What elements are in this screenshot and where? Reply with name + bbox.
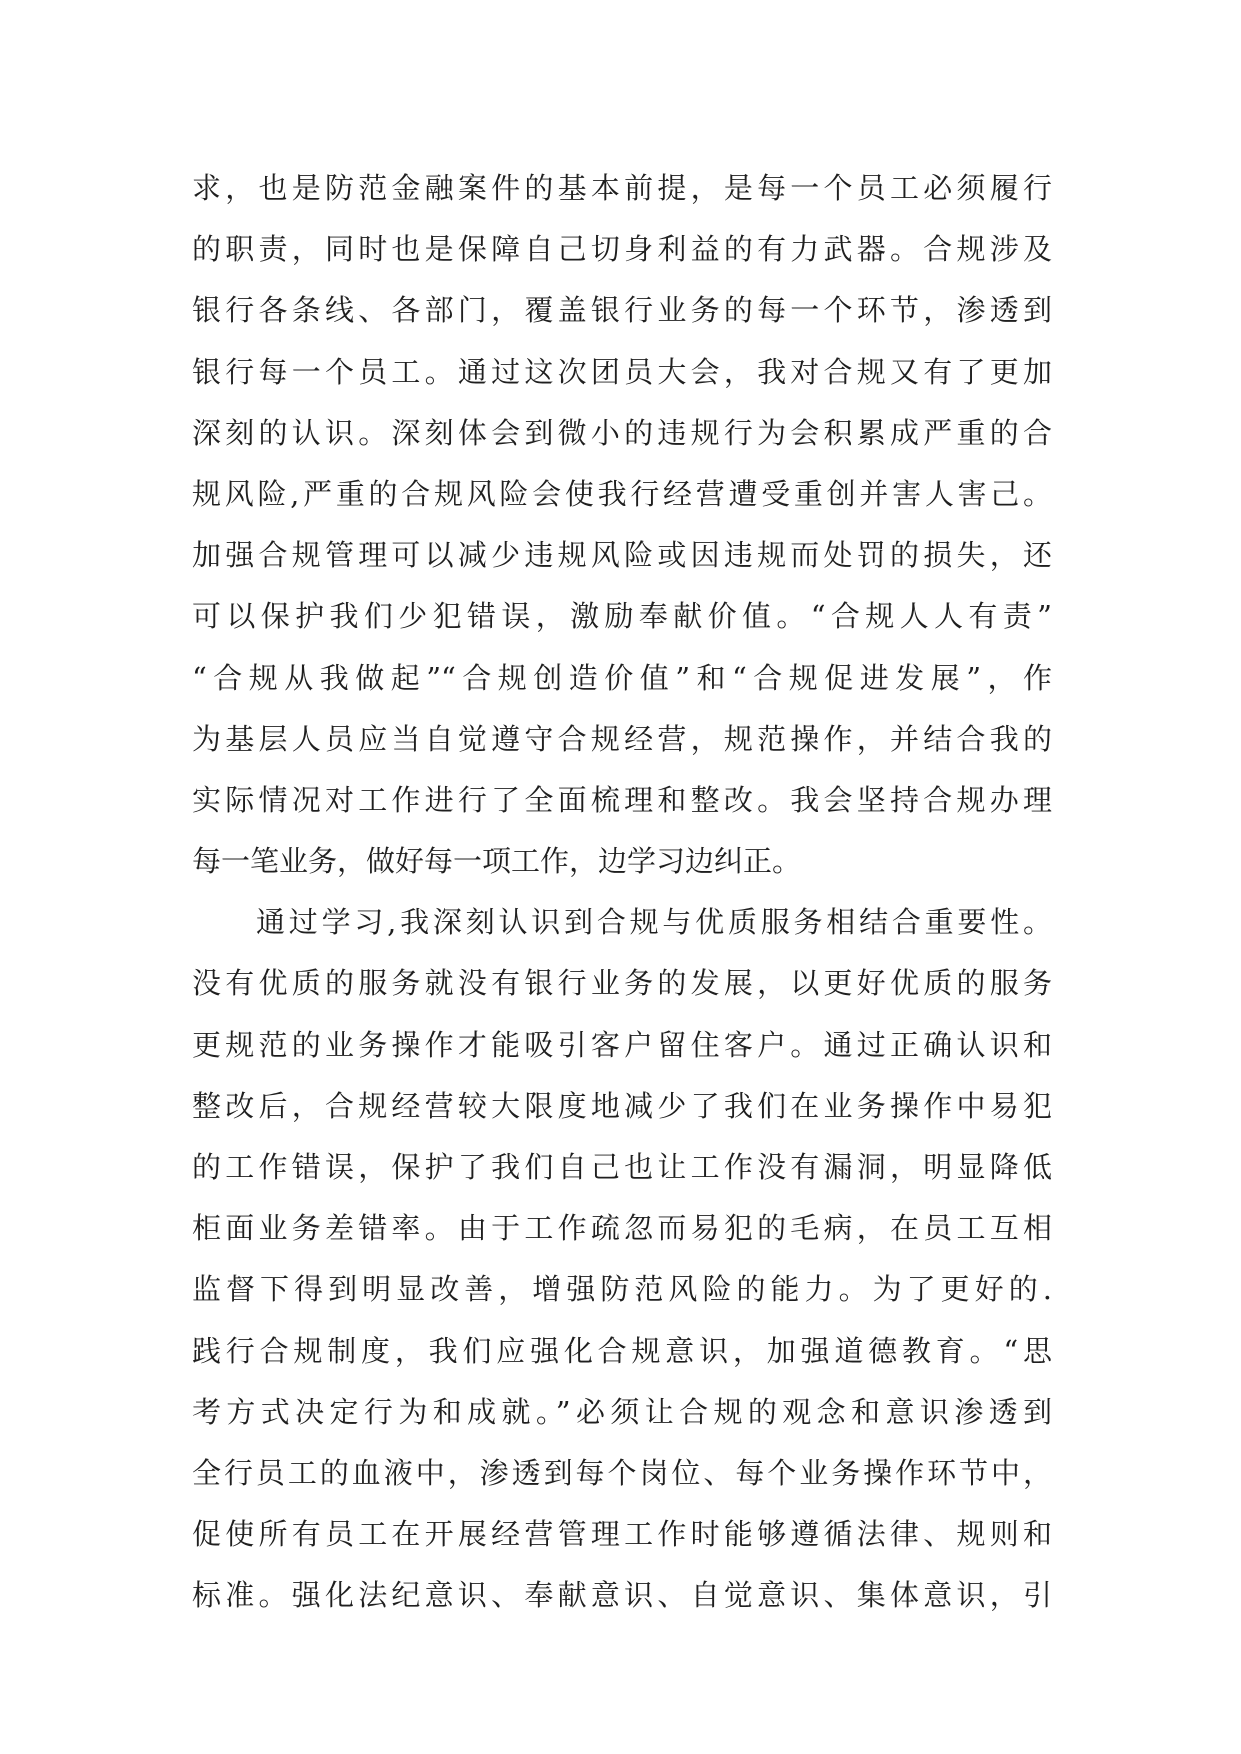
text-line: 更规范的业务操作才能吸引客户留住客户。通过正确认识和 xyxy=(192,1027,1052,1062)
paragraph-2 xyxy=(192,892,1052,1626)
text-line: 践行合规制度，我们应强化合规意识，加强道德教育。“思 xyxy=(192,1333,1052,1368)
text-line: 规风险,严重的合规风险会使我行经营遭受重创并害人害己。 xyxy=(192,476,1052,511)
text-line: 没有优质的服务就没有银行业务的发展，以更好优质的服务 xyxy=(192,966,1052,1001)
text-line: 可以保护我们少犯错误，激励奉献价值。“合规人人有责” xyxy=(192,599,1052,634)
text-line: 为基层人员应当自觉遵守合规经营，规范操作，并结合我的 xyxy=(192,721,1052,756)
text-line: 整改后，合规经营较大限度地减少了我们在业务操作中易犯 xyxy=(192,1088,1052,1123)
text-line: 每一笔业务，做好每一项工作，边学习边纠正。 xyxy=(192,844,802,879)
text-line: 银行各条线、各部门，覆盖银行业务的每一个环节，渗透到 xyxy=(192,293,1052,328)
text-line: 监督下得到明显改善，增强防范风险的能力。为了更好的. xyxy=(192,1272,1052,1307)
body-text xyxy=(192,158,1052,1627)
text-line: 标准。强化法纪意识、奉献意识、自觉意识、集体意识，引 xyxy=(192,1578,1052,1613)
text-line: 柜面业务差错率。由于工作疏忽而易犯的毛病，在员工互相 xyxy=(192,1211,1052,1246)
text-line: 求，也是防范金融案件的基本前提，是每一个员工必须履行 xyxy=(192,171,1052,205)
text-line: 通过学习,我深刻认识到合规与优质服务相结合重要性。 xyxy=(256,905,1052,940)
text-line: 的工作错误，保护了我们自己也让工作没有漏洞，明显降低 xyxy=(192,1150,1052,1184)
text-line: 全行员工的血液中，渗透到每个岗位、每个业务操作环节中， xyxy=(192,1455,1052,1490)
text-line: “合规从我做起”“合规创造价值”和“合规促进发展”，作 xyxy=(192,660,1052,695)
text-line: 的职责，同时也是保障自己切身利益的有力武器。合规涉及 xyxy=(192,232,1052,267)
text-line: 加强合规管理可以减少违规风险或因违规而处罚的损失，还 xyxy=(192,538,1052,573)
text-line: 银行每一个员工。通过这次团员大会，我对合规又有了更加 xyxy=(192,354,1052,389)
text-line: 促使所有员工在开展经营管理工作时能够遵循法律、规则和 xyxy=(192,1517,1052,1552)
text-line: 深刻的认识。深刻体会到微小的违规行为会积累成严重的合 xyxy=(192,415,1052,450)
text-line: 实际情况对工作进行了全面梳理和整改。我会坚持合规办理 xyxy=(192,782,1052,817)
text-line: 考方式决定行为和成就。”必须让合规的观念和意识渗透到 xyxy=(192,1394,1052,1429)
paragraph-1 xyxy=(192,158,1052,892)
